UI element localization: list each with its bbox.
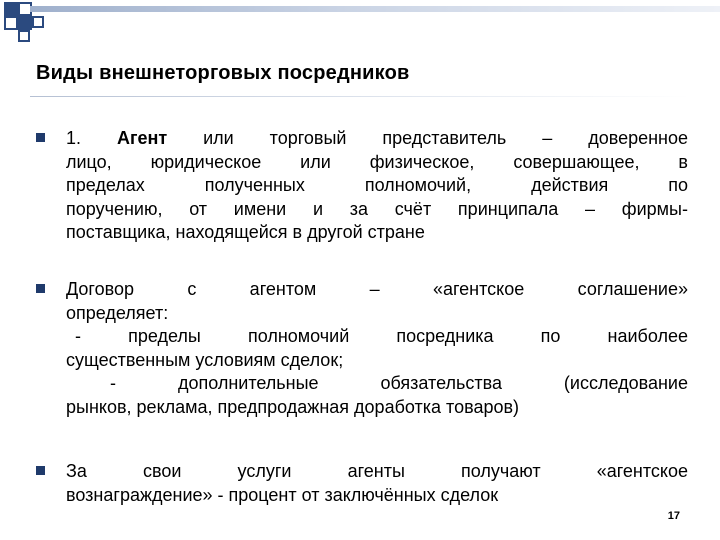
bullet-text xyxy=(66,127,688,245)
bullet-text xyxy=(66,460,688,507)
decor-square-outline xyxy=(32,16,44,28)
text-line: Договор с агентом – «агентское соглашение» xyxy=(66,279,688,299)
decor-square-filled xyxy=(18,16,32,30)
text-line: определяет: xyxy=(66,302,169,323)
item-number: 1. xyxy=(66,128,117,148)
text-line: поставщика, находящейся в другой стране xyxy=(66,222,425,242)
text-line: За свои услуги агенты получают «агентское xyxy=(66,461,688,481)
text-line: - пределы полномочий посредника по наиболее xyxy=(75,326,688,346)
text-line: существенным условиям сделок; xyxy=(66,349,344,370)
header-gradient-bar xyxy=(30,6,720,12)
text-line: поручению, от имени и за счёт принципала – фирмы- xyxy=(66,198,688,219)
bullet-square-icon xyxy=(36,133,45,142)
text-line: лицо, юридическое или физическое, совершающее, в xyxy=(66,151,688,172)
term-agent: Агент xyxy=(116,128,168,148)
decor-square-filled xyxy=(4,2,18,16)
text-line xyxy=(66,127,688,151)
page-number: 17 xyxy=(667,510,680,522)
text-line: рынков, реклама, предпродажная доработка товаров) xyxy=(66,396,520,417)
text-line: - дополнительные обязательства (исследование xyxy=(110,373,688,393)
slide-title: Виды внешнеторговых посредников xyxy=(36,62,410,84)
title-divider xyxy=(30,96,690,97)
bullet-text xyxy=(66,278,688,419)
bullet-square-icon xyxy=(36,466,45,475)
text-line: вознаграждение» - процент от заключённых сделок xyxy=(66,484,499,505)
bullet-square-icon xyxy=(36,284,45,293)
decor-square-outline xyxy=(18,30,30,42)
text-fragment: или торговый представитель – доверенное xyxy=(167,128,689,148)
decor-square-outline xyxy=(4,16,18,30)
text-line: пределах полученных полномочий, действия по xyxy=(66,175,688,195)
